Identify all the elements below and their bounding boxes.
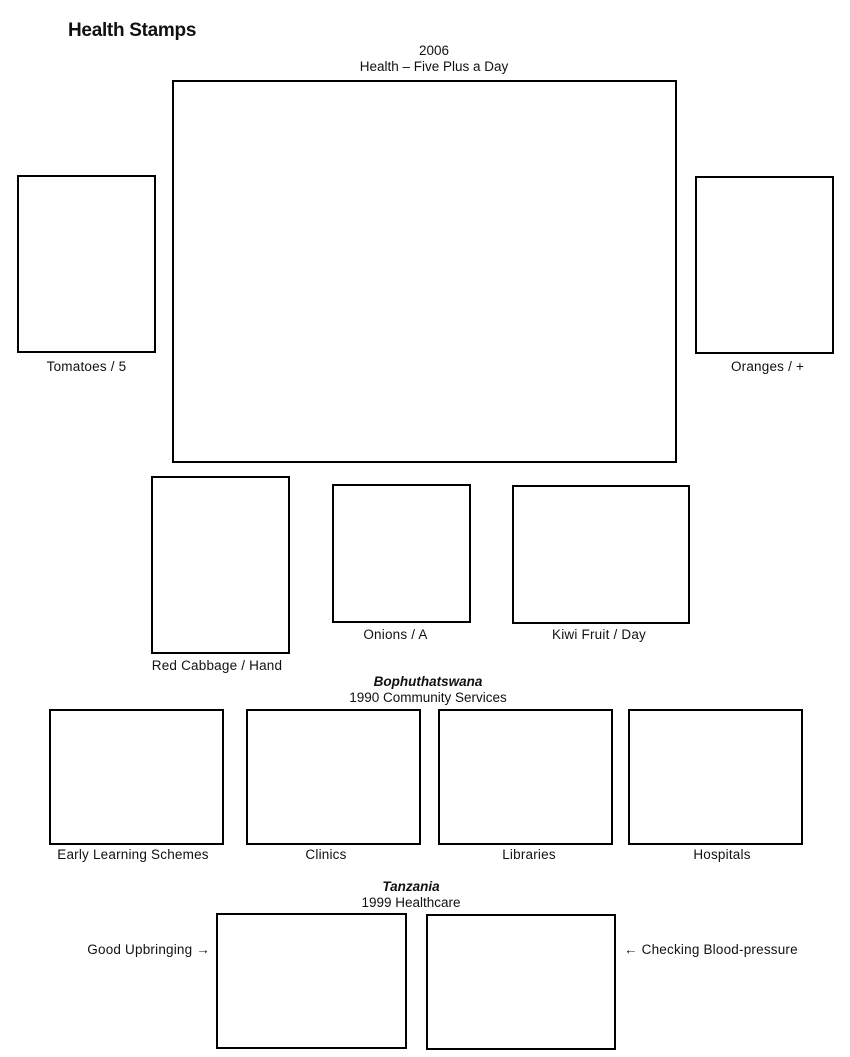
section-tanzania-header xyxy=(211,879,611,911)
stamp-checking-blood-pressure-label: ← Checking Blood-pressure xyxy=(624,942,798,957)
stamp-tomatoes xyxy=(17,175,156,353)
stamp-oranges xyxy=(695,176,834,354)
section-tanzania-country: Tanzania xyxy=(382,879,440,894)
section-tanzania-series: 1999 Healthcare xyxy=(361,895,461,910)
stamp-five-plus-a-day-main xyxy=(172,80,677,463)
section-bophuthatswana-series: 1990 Community Services xyxy=(349,690,507,705)
stamp-kiwi-label: Kiwi Fruit / Day xyxy=(552,627,646,642)
stamp-hospitals xyxy=(628,709,803,845)
stamp-libraries-label: Libraries xyxy=(502,847,556,862)
stamp-tomatoes-label: Tomatoes / 5 xyxy=(46,359,127,374)
stamp-onions-label: Onions / A xyxy=(363,627,428,642)
section-2006-year: 2006 xyxy=(418,43,450,58)
stamp-hospitals-label: Hospitals xyxy=(693,847,751,862)
stamp-good-upbringing-label: Good Upbringing → xyxy=(87,942,210,957)
stamp-clinics-label: Clinics xyxy=(305,847,347,862)
section-bophuthatswana-country: Bophuthatswana xyxy=(373,674,483,689)
stamp-kiwi xyxy=(512,485,690,624)
stamp-red-cabbage-label: Red Cabbage / Hand xyxy=(151,658,283,673)
stamp-libraries xyxy=(438,709,613,845)
stamp-early-learning-label: Early Learning Schemes xyxy=(57,847,209,862)
section-2006-series: Health – Five Plus a Day xyxy=(359,59,509,74)
stamp-oranges-label: Oranges / + xyxy=(730,359,805,374)
section-2006-header xyxy=(234,43,634,75)
stamp-checking-blood-pressure xyxy=(426,914,616,1050)
stamp-early-learning xyxy=(49,709,224,845)
stamp-onions xyxy=(332,484,471,623)
stamp-clinics xyxy=(246,709,421,845)
stamp-red-cabbage xyxy=(151,476,290,654)
section-bophuthatswana-header xyxy=(228,674,628,706)
page-title: Health Stamps xyxy=(68,20,197,41)
stamp-good-upbringing xyxy=(216,913,407,1049)
